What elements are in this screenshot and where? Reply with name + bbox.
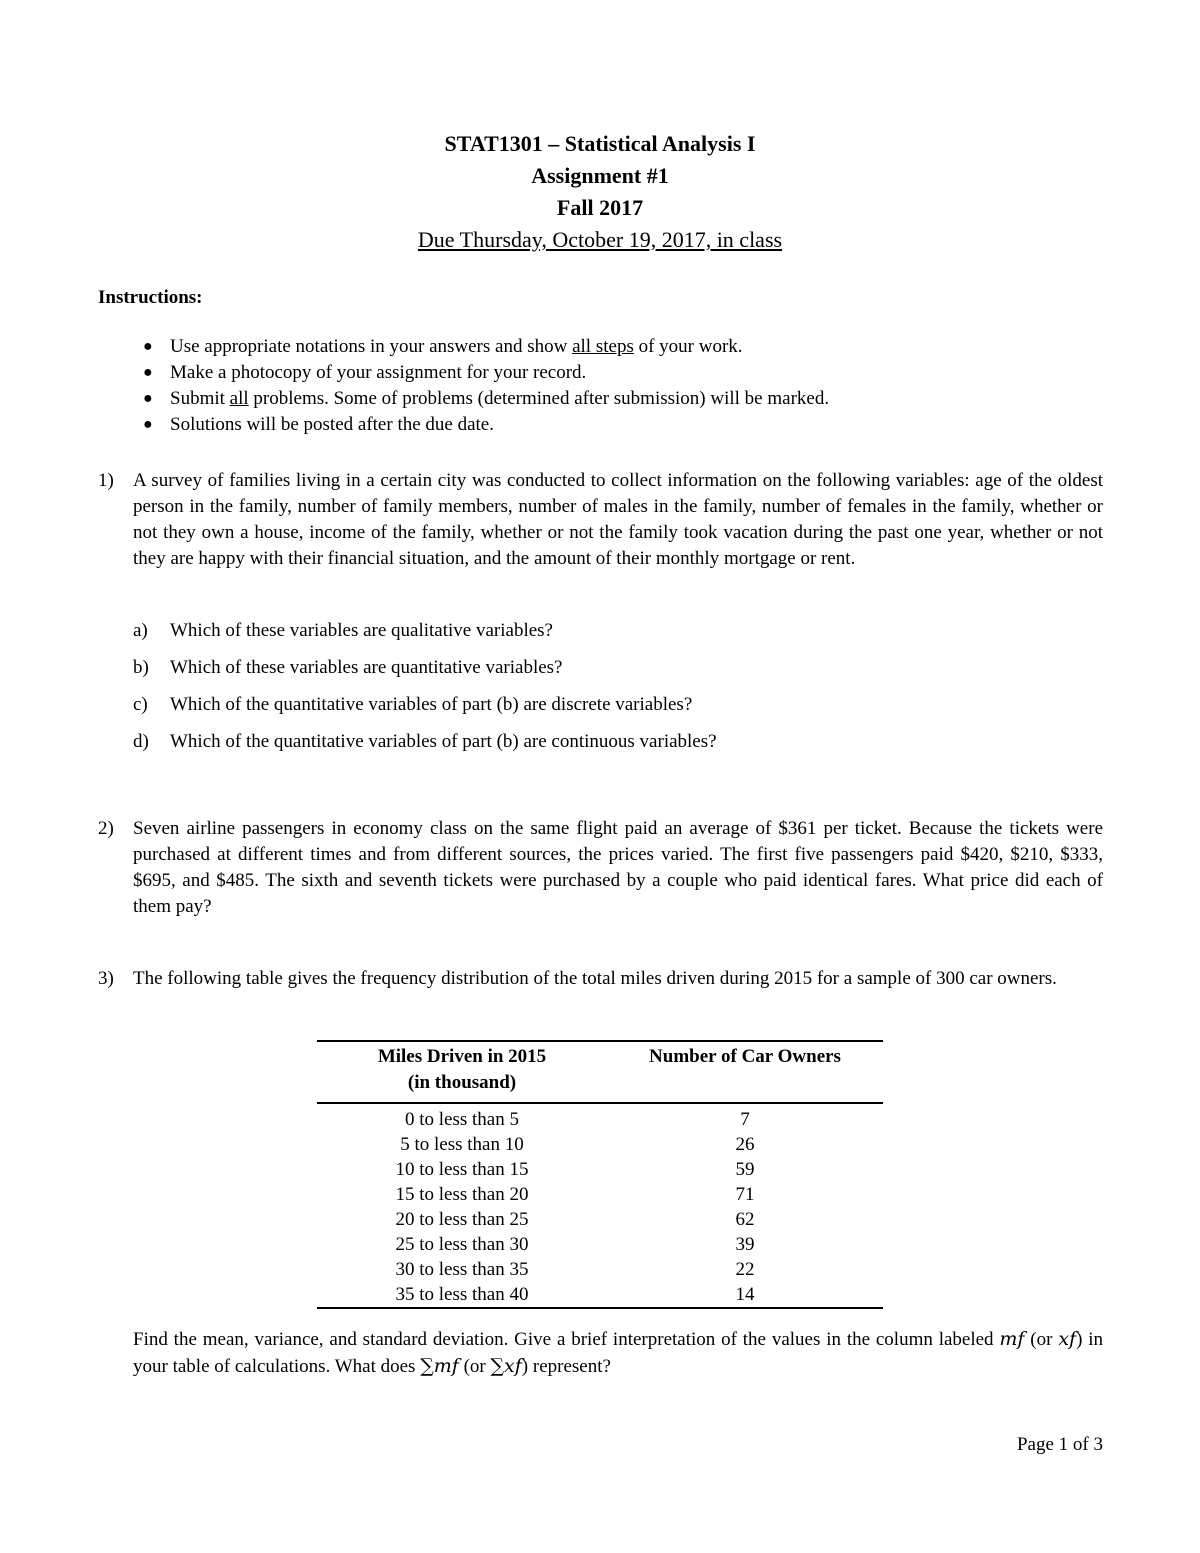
cell-range: 5 to less than 10 bbox=[400, 1134, 524, 1155]
part-text: Which of the quantitative variables of part (b) are continuous variables? bbox=[170, 731, 717, 752]
instruction-item: ● Make a photocopy of your assignment for your record. bbox=[0, 360, 1200, 386]
table-row bbox=[317, 1157, 883, 1182]
column-header-miles: Miles Driven in 2015 (in thousand) bbox=[377, 1046, 547, 1093]
part-text: Which of the quantitative variables of part (b) are discrete variables? bbox=[170, 694, 693, 715]
frequency-table bbox=[317, 1040, 883, 1309]
instruction-item: ● Use appropriate notations in your answers and show all steps of your work. bbox=[0, 334, 1200, 360]
question-1 bbox=[98, 468, 1103, 572]
cell-range: 15 to less than 20 bbox=[395, 1184, 529, 1205]
column-header-owners: Number of Car Owners bbox=[649, 1046, 841, 1067]
document-header bbox=[0, 128, 1200, 256]
table-row bbox=[317, 1232, 883, 1257]
table-row bbox=[317, 1207, 883, 1232]
cell-count: 39 bbox=[735, 1234, 755, 1255]
page-number: Page 1 of 3 bbox=[1016, 1434, 1103, 1455]
followup-text: Find the mean, variance, and standard deviation. Give a brief interpretation of the values in the column labeled mf (or xf) in your table of calculations. What does ∑mf (or ∑xf) represent? bbox=[133, 1328, 1104, 1377]
question-1b bbox=[133, 655, 563, 681]
question-3-followup bbox=[98, 1326, 1103, 1380]
bullet-icon: ● bbox=[143, 364, 153, 381]
math-mf: mf bbox=[999, 1328, 1025, 1350]
bullet-icon: ● bbox=[143, 338, 153, 355]
instruction-item: ● Solutions will be posted after the due date. bbox=[0, 412, 1200, 438]
instructions-heading: Instructions: bbox=[98, 287, 203, 308]
instruction-item: ● Submit all problems. Some of problems (determined after submission) will be marked. bbox=[0, 386, 1200, 412]
question-1c bbox=[133, 692, 692, 718]
table-row bbox=[317, 1282, 883, 1308]
part-text: Which of these variables are qualitative variables? bbox=[170, 620, 553, 641]
question-text: Seven airline passengers in economy class on the same flight paid an average of $361 per ticket. Because the tickets were purchased at different times and from different sources, the prices varied. The first five passengers paid $420, $210, $333, $695, and $485. The sixth and seventh tickets were purchased by a couple who paid identical fares. What price did each of them pay? bbox=[133, 818, 1103, 917]
question-text: A survey of families living in a certain city was conducted to collect information on the following variables: age of the oldest person in the family, number of family members, number of males in the family, number of females in the family, whether or not they own a house, income of the family, whether or not the family took vacation during the past one year, whether or not they are happy with their financial situation, and the amount of their monthly mortgage or rent. bbox=[133, 470, 1103, 569]
bullet-icon: ● bbox=[143, 390, 153, 407]
math-xf: xf bbox=[1058, 1328, 1077, 1350]
cell-range: 30 to less than 35 bbox=[395, 1259, 529, 1280]
table-row bbox=[317, 1132, 883, 1157]
assignment-title: Assignment #1 bbox=[531, 163, 669, 188]
table-row bbox=[317, 1257, 883, 1282]
bullet-icon: ● bbox=[143, 416, 153, 433]
cell-count: 7 bbox=[740, 1109, 750, 1130]
cell-count: 71 bbox=[735, 1184, 755, 1205]
part-text: Which of these variables are quantitative variables? bbox=[170, 657, 563, 678]
cell-count: 26 bbox=[735, 1134, 755, 1155]
table-row bbox=[317, 1182, 883, 1207]
question-number: 1) bbox=[98, 470, 114, 491]
table-header-row bbox=[317, 1041, 883, 1103]
question-3 bbox=[98, 966, 1103, 992]
question-text: The following table gives the frequency distribution of the total miles driven during 2015 for a sample of 300 car owners. bbox=[133, 968, 1057, 989]
cell-range: 35 to less than 40 bbox=[395, 1284, 529, 1305]
question-number: 2) bbox=[98, 818, 114, 839]
cell-count: 62 bbox=[735, 1209, 755, 1230]
cell-range: 10 to less than 15 bbox=[395, 1159, 529, 1180]
question-2 bbox=[98, 816, 1103, 920]
term-title: Fall 2017 bbox=[556, 195, 644, 220]
cell-count: 59 bbox=[735, 1159, 755, 1180]
question-number: 3) bbox=[98, 968, 114, 989]
cell-count: 22 bbox=[735, 1259, 755, 1280]
part-label: d) bbox=[133, 731, 149, 752]
table-row bbox=[317, 1103, 883, 1132]
course-title: STAT1301 – Statistical Analysis I bbox=[444, 131, 756, 156]
question-1a bbox=[133, 618, 553, 644]
part-label: a) bbox=[133, 620, 148, 641]
part-label: c) bbox=[133, 694, 148, 715]
math-sum-xf: ∑xf bbox=[490, 1355, 522, 1377]
cell-range: 0 to less than 5 bbox=[405, 1109, 519, 1130]
cell-range: 20 to less than 25 bbox=[395, 1209, 529, 1230]
cell-range: 25 to less than 30 bbox=[395, 1234, 529, 1255]
part-label: b) bbox=[133, 657, 149, 678]
cell-count: 14 bbox=[735, 1284, 755, 1305]
math-sum-mf: ∑mf bbox=[420, 1355, 459, 1377]
due-date: Due Thursday, October 19, 2017, in class bbox=[417, 227, 783, 252]
instructions-list bbox=[0, 334, 1200, 438]
question-1d bbox=[133, 729, 717, 755]
